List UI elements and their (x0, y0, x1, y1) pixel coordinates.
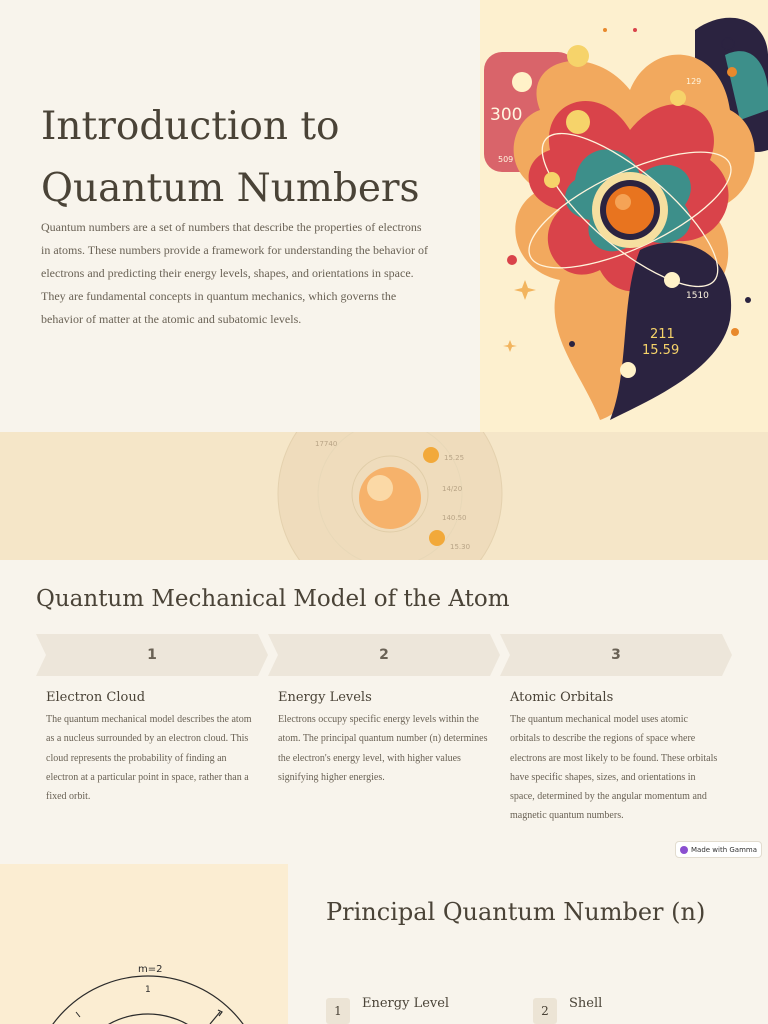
band-label-14050: 140.50 (442, 514, 467, 522)
diagram-label-1: 1 (145, 985, 151, 995)
band-label-1420: 14/20 (442, 485, 463, 493)
step-column-1 (46, 688, 256, 806)
model-section-title: Quantum Mechanical Model of the Atom (36, 586, 510, 612)
art-label-509: 509 (498, 155, 514, 164)
step-arrow-1 (36, 634, 268, 676)
art-label-1510: 1510 (686, 291, 709, 301)
pqn-item-label-shell: Shell (569, 996, 603, 1011)
step-arrow-2 (268, 634, 500, 676)
page-title-line-2: Quantum Numbers (41, 166, 420, 211)
pqn-item-shell (533, 996, 723, 1024)
shell-diagram (0, 864, 288, 1024)
atom-art-image (480, 0, 768, 432)
art-label-129: 129 (686, 77, 702, 86)
diagram-label-m2: m=2 (138, 964, 163, 975)
hero-section (0, 0, 768, 432)
art-label-300: 300 (490, 105, 523, 125)
band-label-1525: 15.25 (444, 454, 465, 462)
step-text-electron-cloud: The quantum mechanical model describes the atom as a nucleus surrounded by an electron cloud. This cloud represents the probability of finding an electron at a particular point in space, rather than a fixed orbit. (46, 714, 252, 803)
made-with-gamma-label: Made with Gamma (690, 845, 758, 854)
steps-arrow-row (36, 634, 736, 676)
step-number-2: 2 (379, 647, 389, 663)
pqn-item-energy-level (326, 996, 516, 1024)
step-text-atomic-orbitals: The quantum mechanical model uses atomic orbitals to describe the regions of space where electrons are most likely to be found. These orbitals have specific shapes, sizes, and orientations in space, determined by the angular momentum and magnetic quantum numbers. (510, 714, 718, 822)
art-label-211: 211 (650, 327, 675, 342)
atom-banner-image (0, 432, 768, 560)
hero-illustration (480, 0, 768, 432)
atom-banner (0, 432, 768, 560)
made-with-gamma-badge[interactable] (675, 841, 762, 858)
step-heading-electron-cloud: Electron Cloud (46, 690, 146, 705)
gamma-logo-icon (680, 846, 688, 854)
pqn-item-number-1: 1 (326, 998, 350, 1024)
art-label-1559: 15.59 (642, 343, 680, 358)
step-column-2 (278, 688, 488, 787)
step-text-energy-levels: Electrons occupy specific energy levels within the atom. The principal quantum number (n) determines the electron's energy level, with higher values signifying higher energies. (278, 714, 488, 783)
band-label-1530: 15.30 (450, 543, 471, 551)
intro-paragraph: Quantum numbers are a set of numbers that describe the properties of electrons in atoms. These numbers provide a framework for understanding the behavior of electrons and predicting their energy levels, shapes, and orientations in space. They are fundamental concepts in quantum mechanics, which governs the behavior of matter at the atomic and subatomic levels. (41, 220, 428, 326)
shell-diagram-image (0, 864, 288, 1024)
step-heading-atomic-orbitals: Atomic Orbitals (510, 690, 614, 705)
principal-quantum-number-title: Principal Quantum Number (n) (326, 898, 706, 926)
step-number-3: 3 (611, 647, 621, 663)
page-title (41, 96, 461, 220)
band-label-17740: 17740 (315, 440, 338, 448)
step-column-3 (510, 688, 720, 826)
page-title-line-1: Introduction to (41, 104, 340, 149)
pqn-item-number-2: 2 (533, 998, 557, 1024)
step-arrow-3 (500, 634, 732, 676)
pqn-item-label-energy-level: Energy Level (362, 996, 450, 1011)
step-number-1: 1 (147, 647, 157, 663)
step-heading-energy-levels: Energy Levels (278, 690, 372, 705)
